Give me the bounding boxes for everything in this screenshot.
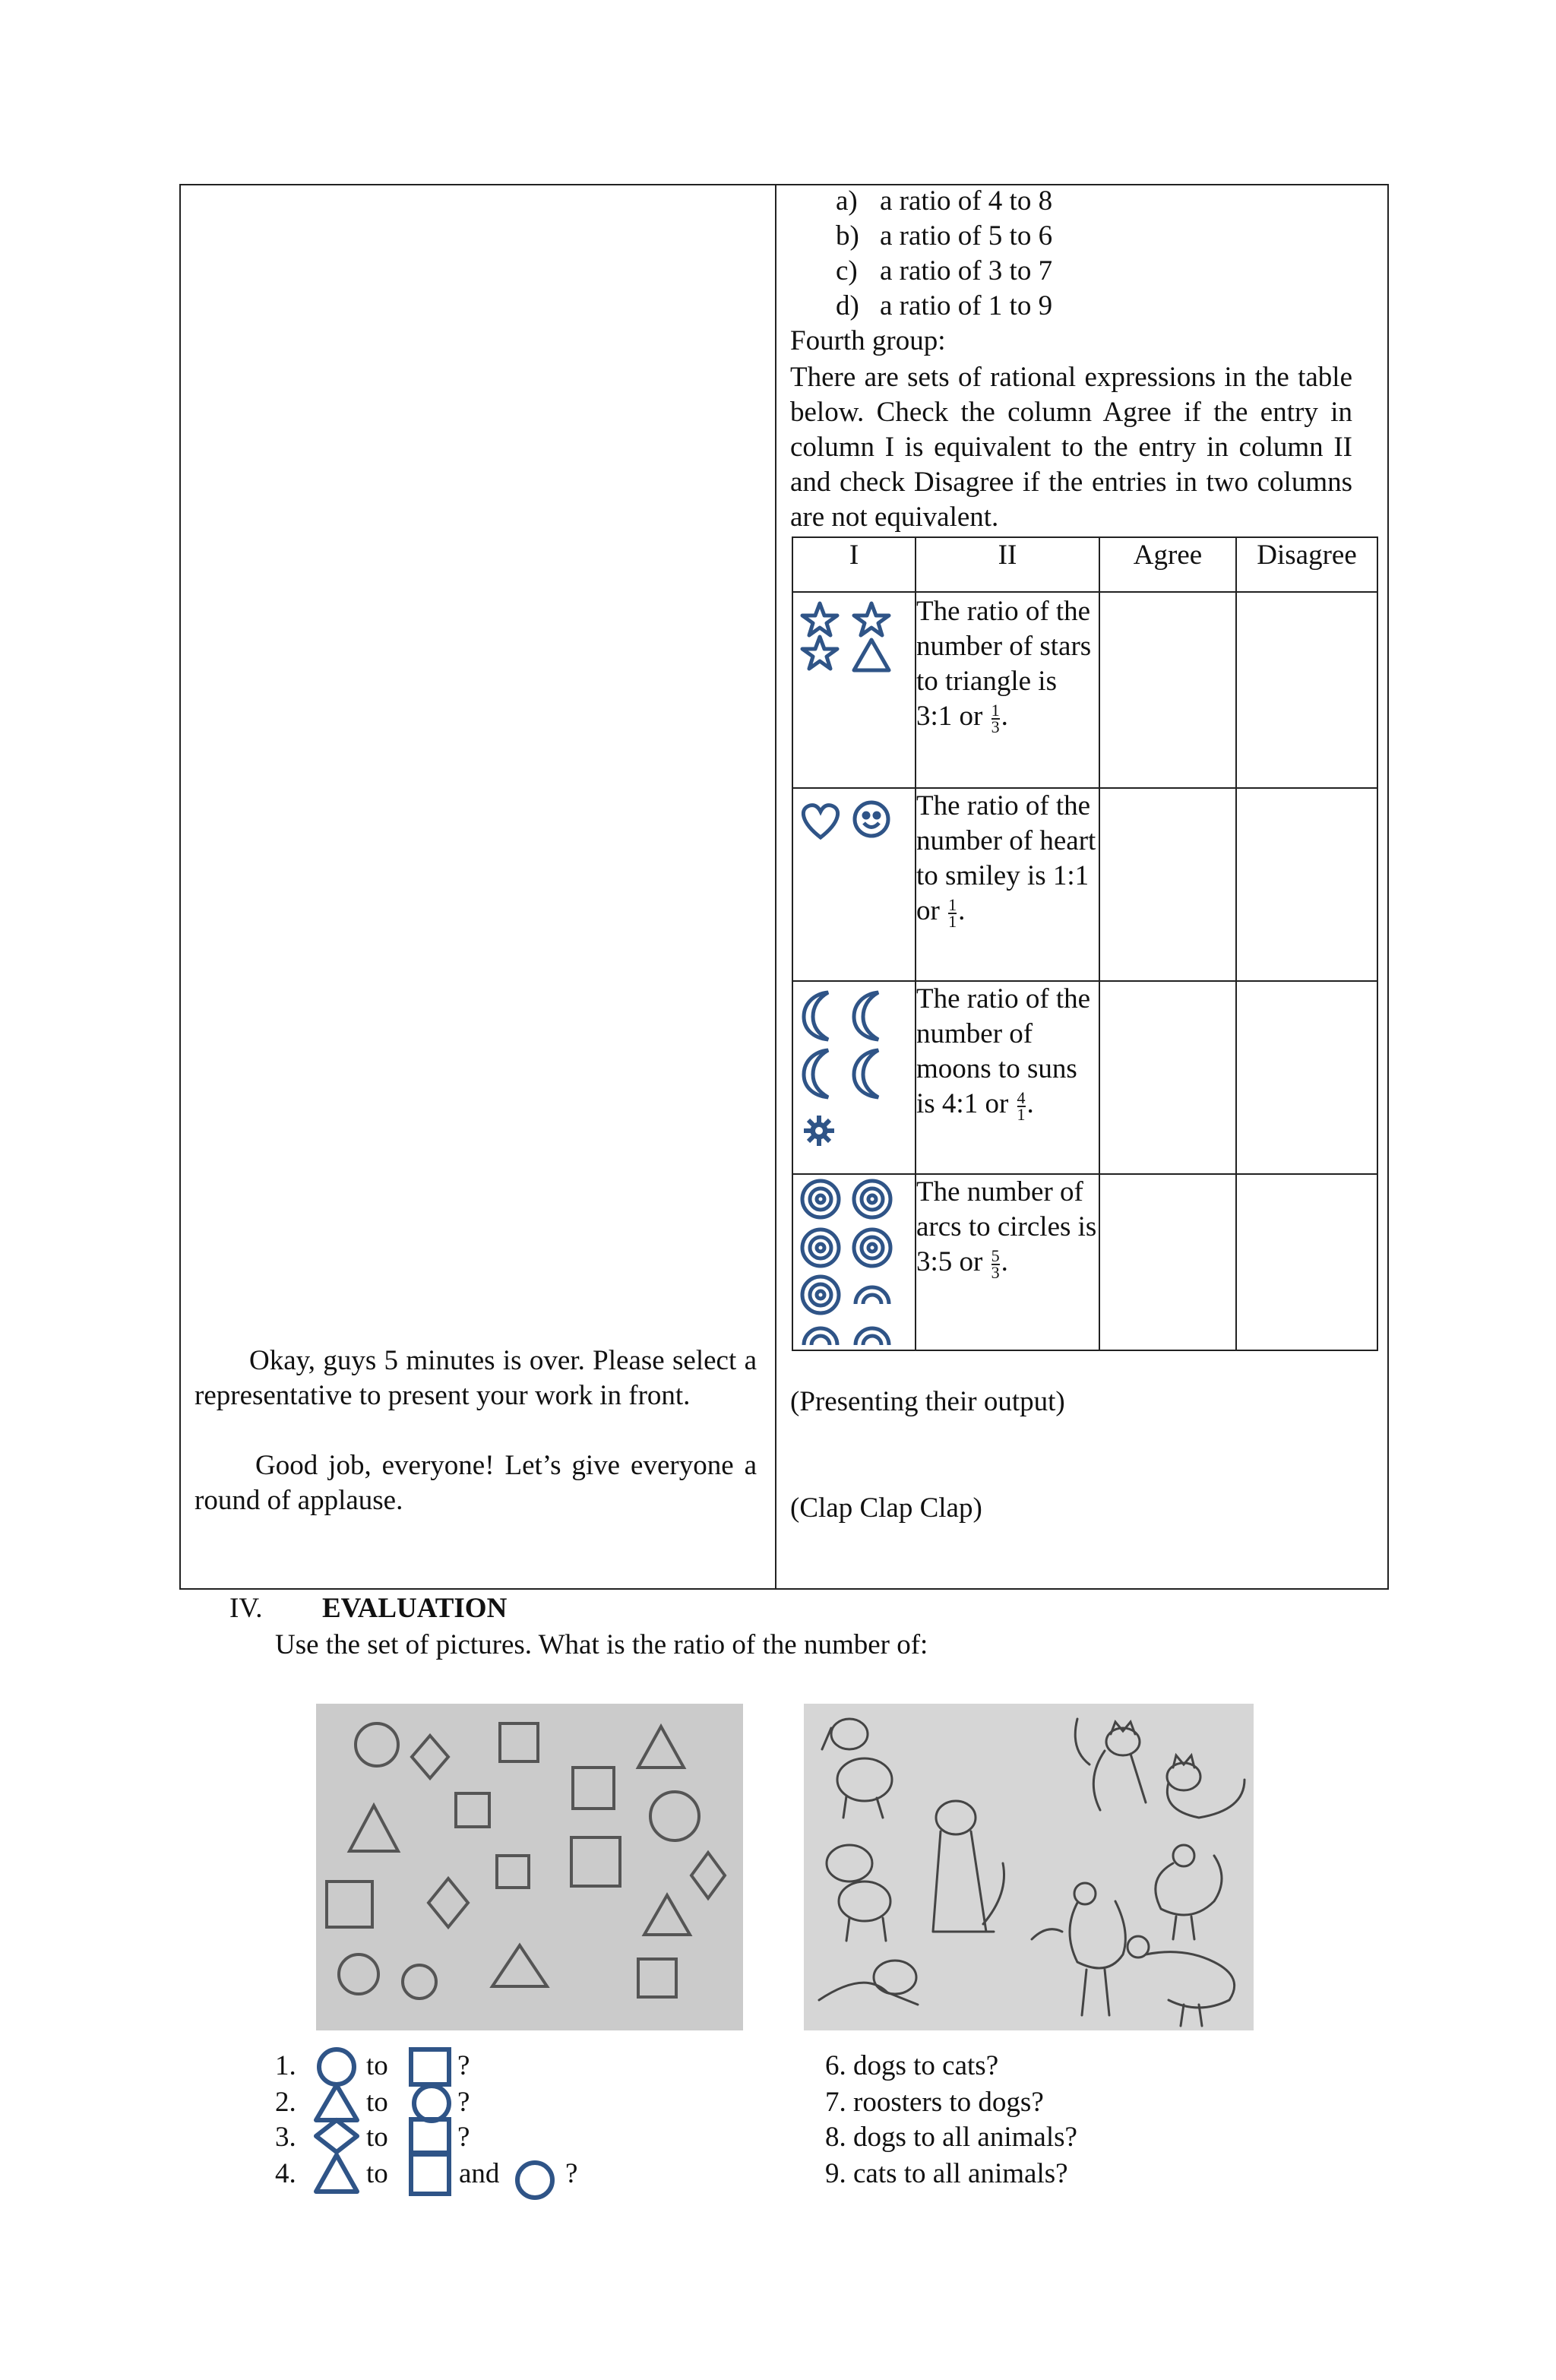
question-3: 3. [275, 2122, 296, 2153]
agree-checkbox-cell[interactable] [1099, 981, 1236, 1174]
question-4-and: and [459, 2158, 500, 2189]
shapes-circles-arcs [792, 1174, 916, 1350]
moon-icon [854, 992, 878, 1040]
square-shape-icon [409, 2047, 451, 2087]
moon-icon [804, 1050, 828, 1097]
question-3-end: ? [457, 2122, 470, 2153]
question-4-end: ? [565, 2158, 578, 2189]
table-row [792, 592, 1377, 788]
choice-c: c) a ratio of 3 to 7 [836, 255, 1053, 286]
fourth-group-instructions: There are sets of rational expressions in the table below. Check the column Agree if the entry in column I is equivalent to the entry in column II and check Disagree if the entries in two columns are not equivalent. [790, 362, 1352, 533]
question-9: 9. cats to all animals? [825, 2158, 1068, 2189]
choice-b: b) a ratio of 5 to 6 [836, 220, 1053, 252]
column-divider [775, 184, 776, 1590]
circle-icon [802, 1181, 839, 1217]
moon-icon [804, 992, 828, 1040]
circle-icon [854, 1230, 890, 1266]
question-1-to: to [366, 2050, 388, 2081]
heart-icon [803, 805, 837, 837]
disagree-checkbox-cell[interactable] [1236, 592, 1377, 788]
teacher-instruction: Okay, guys 5 minutes is over. Please select a representative to present your work in front. [194, 1345, 757, 1411]
question-6: 6. dogs to cats? [825, 2050, 999, 2081]
col-header-I: I [792, 537, 916, 592]
fourth-group-heading: Fourth group: [790, 325, 946, 356]
question-1: 1. [275, 2050, 296, 2081]
evaluation-instruction: Use the set of pictures. What is the ratio of the number of: [275, 1629, 928, 1660]
choice-a: a) a ratio of 4 to 8 [836, 185, 1053, 217]
circle-icon [802, 1277, 839, 1313]
sun-icon [804, 1116, 834, 1146]
question-4: 4. [275, 2158, 296, 2189]
disagree-checkbox-cell[interactable] [1236, 1174, 1377, 1350]
moon-icon [854, 1050, 878, 1097]
agree-checkbox-cell[interactable] [1099, 1174, 1236, 1350]
section-title: EVALUATION [322, 1593, 508, 1624]
col-header-agree: Agree [1099, 537, 1236, 592]
star-icon [802, 603, 837, 635]
circle-icon [854, 1181, 890, 1217]
arc-icon [804, 1328, 837, 1345]
circle-shape-icon [512, 2160, 558, 2201]
row2-description: The ratio of the number of heart to smiley is 1:1 or $\frac{1}{1}$ . [916, 788, 1099, 981]
row3-description: The ratio of the number of moons to suns is 4:1 or $\frac{4}{1}$ . [916, 981, 1099, 1174]
circle-icon [802, 1230, 839, 1266]
fraction: $\frac{1}{3}$ [991, 700, 1000, 736]
question-3-to: to [366, 2122, 388, 2153]
row1-description: The ratio of the number of stars to triangle is 3:1 or $\frac{1}{3}$ . [916, 592, 1099, 788]
circle-shape-icon [313, 2047, 360, 2087]
agree-checkbox-cell[interactable] [1099, 592, 1236, 788]
fraction: $\frac{1}{1}$ [948, 894, 957, 931]
question-4-to: to [366, 2158, 388, 2189]
square-shape-icon [409, 2117, 451, 2155]
shapes-stars-triangle [792, 592, 916, 788]
shapes-picture [316, 1704, 743, 2030]
section-number: IV. [229, 1593, 263, 1624]
teacher-praise: Good job, everyone! Let’s give everyone a round of applause. [194, 1450, 757, 1516]
fraction: $\frac{4}{1}$ [1017, 1087, 1026, 1124]
col-header-disagree: Disagree [1236, 537, 1377, 592]
triangle-icon [854, 640, 889, 670]
table-row [792, 981, 1377, 1174]
question-2-to: to [366, 2087, 388, 2118]
shapes-moons-sun [792, 981, 916, 1174]
table-row [792, 1174, 1377, 1350]
shapes-heart-smiley [792, 788, 916, 981]
question-8: 8. dogs to all animals? [825, 2122, 1077, 2153]
diamond-shape-icon [313, 2117, 360, 2155]
disagree-checkbox-cell[interactable] [1236, 788, 1377, 981]
fraction: $\frac{5}{3}$ [991, 1245, 1000, 1282]
agree-checkbox-cell[interactable] [1099, 788, 1236, 981]
question-7: 7. roosters to dogs? [825, 2087, 1044, 2118]
disagree-checkbox-cell[interactable] [1236, 981, 1377, 1174]
animals-picture [804, 1704, 1254, 2030]
question-1-end: ? [457, 2050, 470, 2081]
square-shape-icon [409, 2152, 451, 2196]
row4-description: The number of arcs to circles is 3:5 or $\frac{5}{3}$ . [916, 1174, 1099, 1350]
triangle-shape-icon [313, 2152, 360, 2195]
smiley-icon [855, 802, 888, 836]
arc-icon [855, 1328, 889, 1345]
table-row [792, 788, 1377, 981]
ratio-table [792, 536, 1378, 1351]
student-response-clap: (Clap Clap Clap) [790, 1492, 982, 1524]
col-header-II: II [916, 537, 1099, 592]
question-2-end: ? [457, 2087, 470, 2118]
choice-d: d) a ratio of 1 to 9 [836, 290, 1053, 321]
star-icon [854, 603, 889, 635]
student-response-present: (Presenting their output) [790, 1386, 1065, 1417]
question-2: 2. [275, 2087, 296, 2118]
arc-icon [855, 1287, 889, 1304]
star-icon [802, 637, 837, 669]
